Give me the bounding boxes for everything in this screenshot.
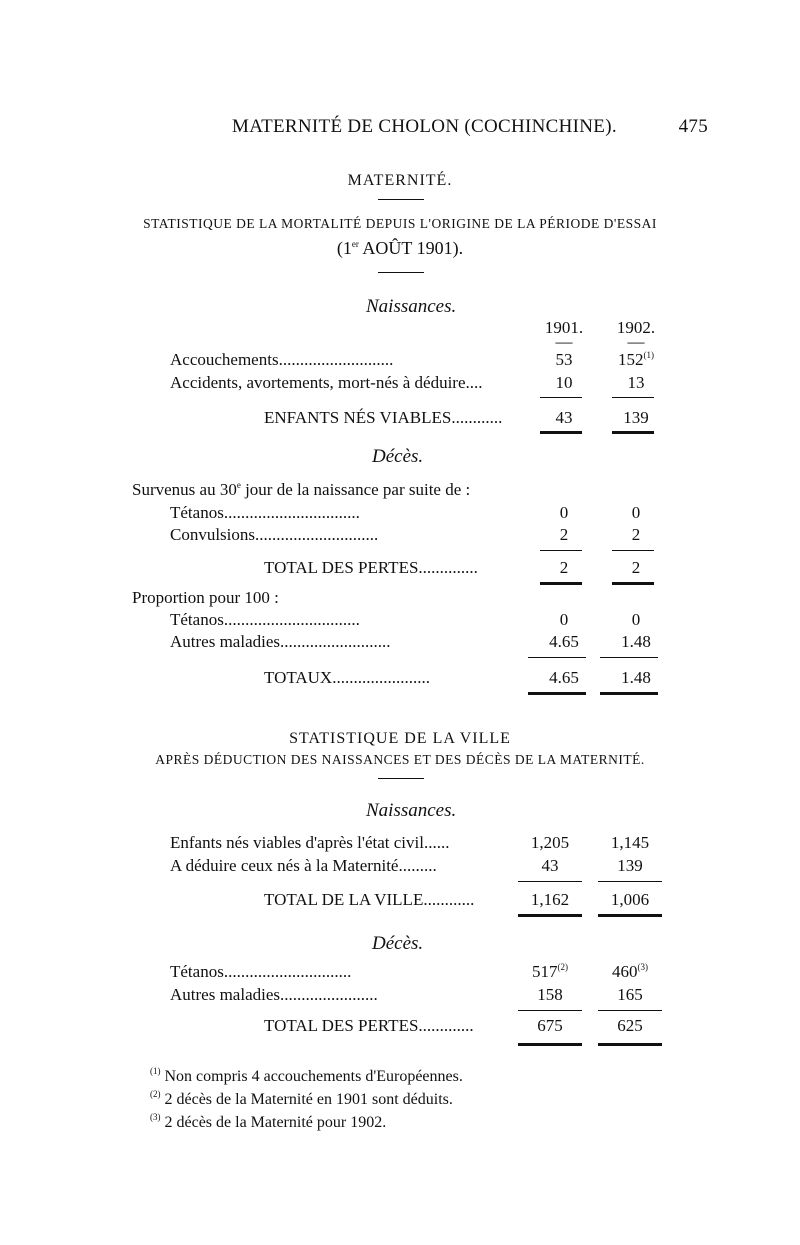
total-rule (612, 582, 654, 585)
value-1902: 460$^{(3)}$ (612, 962, 648, 981)
total-rule (540, 431, 582, 434)
row-label: Autres maladies....................... (170, 985, 378, 1004)
section1-date: (1er AOÛT 1901). (336, 238, 464, 258)
value-1901: 0 (559, 503, 569, 522)
total-rule (600, 692, 658, 695)
sum-rule (598, 1010, 662, 1011)
divider (378, 272, 424, 273)
row-label: Tétanos................................ (170, 503, 360, 522)
value-1901: 4.65 (549, 668, 579, 687)
value-1902: 0 (631, 503, 641, 522)
naissances-heading: Naissances. (366, 800, 457, 821)
totaux-label: TOTAUX....................... (264, 668, 430, 687)
total-rule (518, 1043, 582, 1046)
value-1902: 139 (623, 408, 649, 427)
sum-rule (528, 657, 586, 658)
row-label: Tétanos.............................. (170, 962, 352, 981)
value-1901: 43 (541, 856, 559, 875)
deces-heading: Décès. (372, 933, 424, 954)
naissances-heading: Naissances. (366, 296, 457, 317)
total-rule (598, 914, 662, 917)
value-1901: 43 (555, 408, 573, 427)
row-label: Accouchements........................... (170, 350, 394, 369)
total-rule (540, 582, 582, 585)
footnote: $^{(2)}$ 2 décès de la Maternité en 1901 sont déduits. (150, 1089, 453, 1108)
sum-rule (540, 397, 582, 398)
enfants-label: ENFANTS NÉS VIABLES............ (264, 408, 503, 427)
section1-subtitle: STATISTIQUE DE LA MORTALITÉ DEPUIS L'ORIGINE DE LA PÉRIODE D'ESSAI (143, 216, 657, 231)
total-rule (598, 1043, 662, 1046)
running-header (232, 116, 708, 138)
value-1902: 139 (617, 856, 643, 875)
footnote: $^{(1)}$ Non compris 4 accouchements d'Européennes. (150, 1066, 463, 1085)
total-rule (528, 692, 586, 695)
value-1902: 2 (631, 525, 641, 544)
divider (378, 199, 424, 200)
year-1901: 1901. (544, 318, 584, 337)
value-1902: 1.48 (621, 668, 651, 687)
value-1901: 0 (559, 610, 569, 629)
row-label: A déduire ceux nés à la Maternité......... (170, 856, 437, 875)
value-1902: 1.48 (621, 632, 651, 651)
survenus-label: Survenus au 30e jour de la naissance par suite de : (132, 480, 471, 499)
value-1902: 1,145 (610, 833, 650, 852)
row-label: Convulsions............................. (170, 525, 379, 544)
deces-heading: Décès. (372, 446, 424, 467)
value-1902: 625 (617, 1016, 643, 1035)
value-1902: 165 (617, 985, 643, 1004)
value-1902: 2 (631, 558, 641, 577)
value-1901: 158 (537, 985, 563, 1004)
value-1901: 53 (555, 350, 573, 369)
running-title: MATERNITÉ DE CHOLON (COCHINCHINE). (232, 116, 617, 137)
section1-title: MATERNITÉ. (347, 172, 453, 189)
sum-rule (518, 1010, 582, 1011)
footnote: $^{(3)}$ 2 décès de la Maternité pour 1902. (150, 1112, 387, 1131)
value-1902: 13 (627, 373, 645, 392)
total-pertes-label: TOTAL DES PERTES.............. (264, 558, 478, 577)
divider (378, 778, 424, 779)
sum-rule (600, 657, 658, 658)
value-1901: 675 (537, 1016, 563, 1035)
sum-rule (612, 550, 654, 551)
total-ville-label: TOTAL DE LA VILLE............ (264, 890, 475, 909)
value-1902: 1,006 (610, 890, 650, 909)
value-1901: 2 (559, 525, 569, 544)
page-number: 475 (678, 116, 708, 137)
sum-rule (612, 397, 654, 398)
year-dash: — (555, 332, 573, 351)
value-1901: 4.65 (549, 632, 579, 651)
section2-title: STATISTIQUE DE LA VILLE (289, 730, 511, 747)
value-1901: 1,205 (530, 833, 570, 852)
value-1901: 10 (555, 373, 573, 392)
year-1902: 1902. (616, 318, 656, 337)
value-1901: 2 (559, 558, 569, 577)
total-rule (518, 914, 582, 917)
sum-rule (598, 881, 662, 882)
row-label: Accidents, avortements, mort-nés à déduire.... (170, 373, 483, 392)
sum-rule (540, 550, 582, 551)
proportion-label: Proportion pour 100 : (132, 588, 279, 607)
row-label: Tétanos................................ (170, 610, 360, 629)
total-pertes-label: TOTAL DES PERTES............. (264, 1016, 474, 1035)
year-dash: — (627, 332, 645, 351)
total-rule (612, 431, 654, 434)
value-1901: 517$^{(2)}$ (532, 962, 568, 981)
row-label: Autres maladies.......................... (170, 632, 391, 651)
value-1902: 152$^{(1)}$ (618, 350, 654, 369)
row-label: Enfants nés viables d'après l'état civil...... (170, 833, 450, 852)
section2-subtitle: APRÈS DÉDUCTION DES NAISSANCES ET DES DÉCÈS DE LA MATERNITÉ. (155, 752, 645, 767)
value-1901: 1,162 (530, 890, 570, 909)
value-1902: 0 (631, 610, 641, 629)
sum-rule (518, 881, 582, 882)
